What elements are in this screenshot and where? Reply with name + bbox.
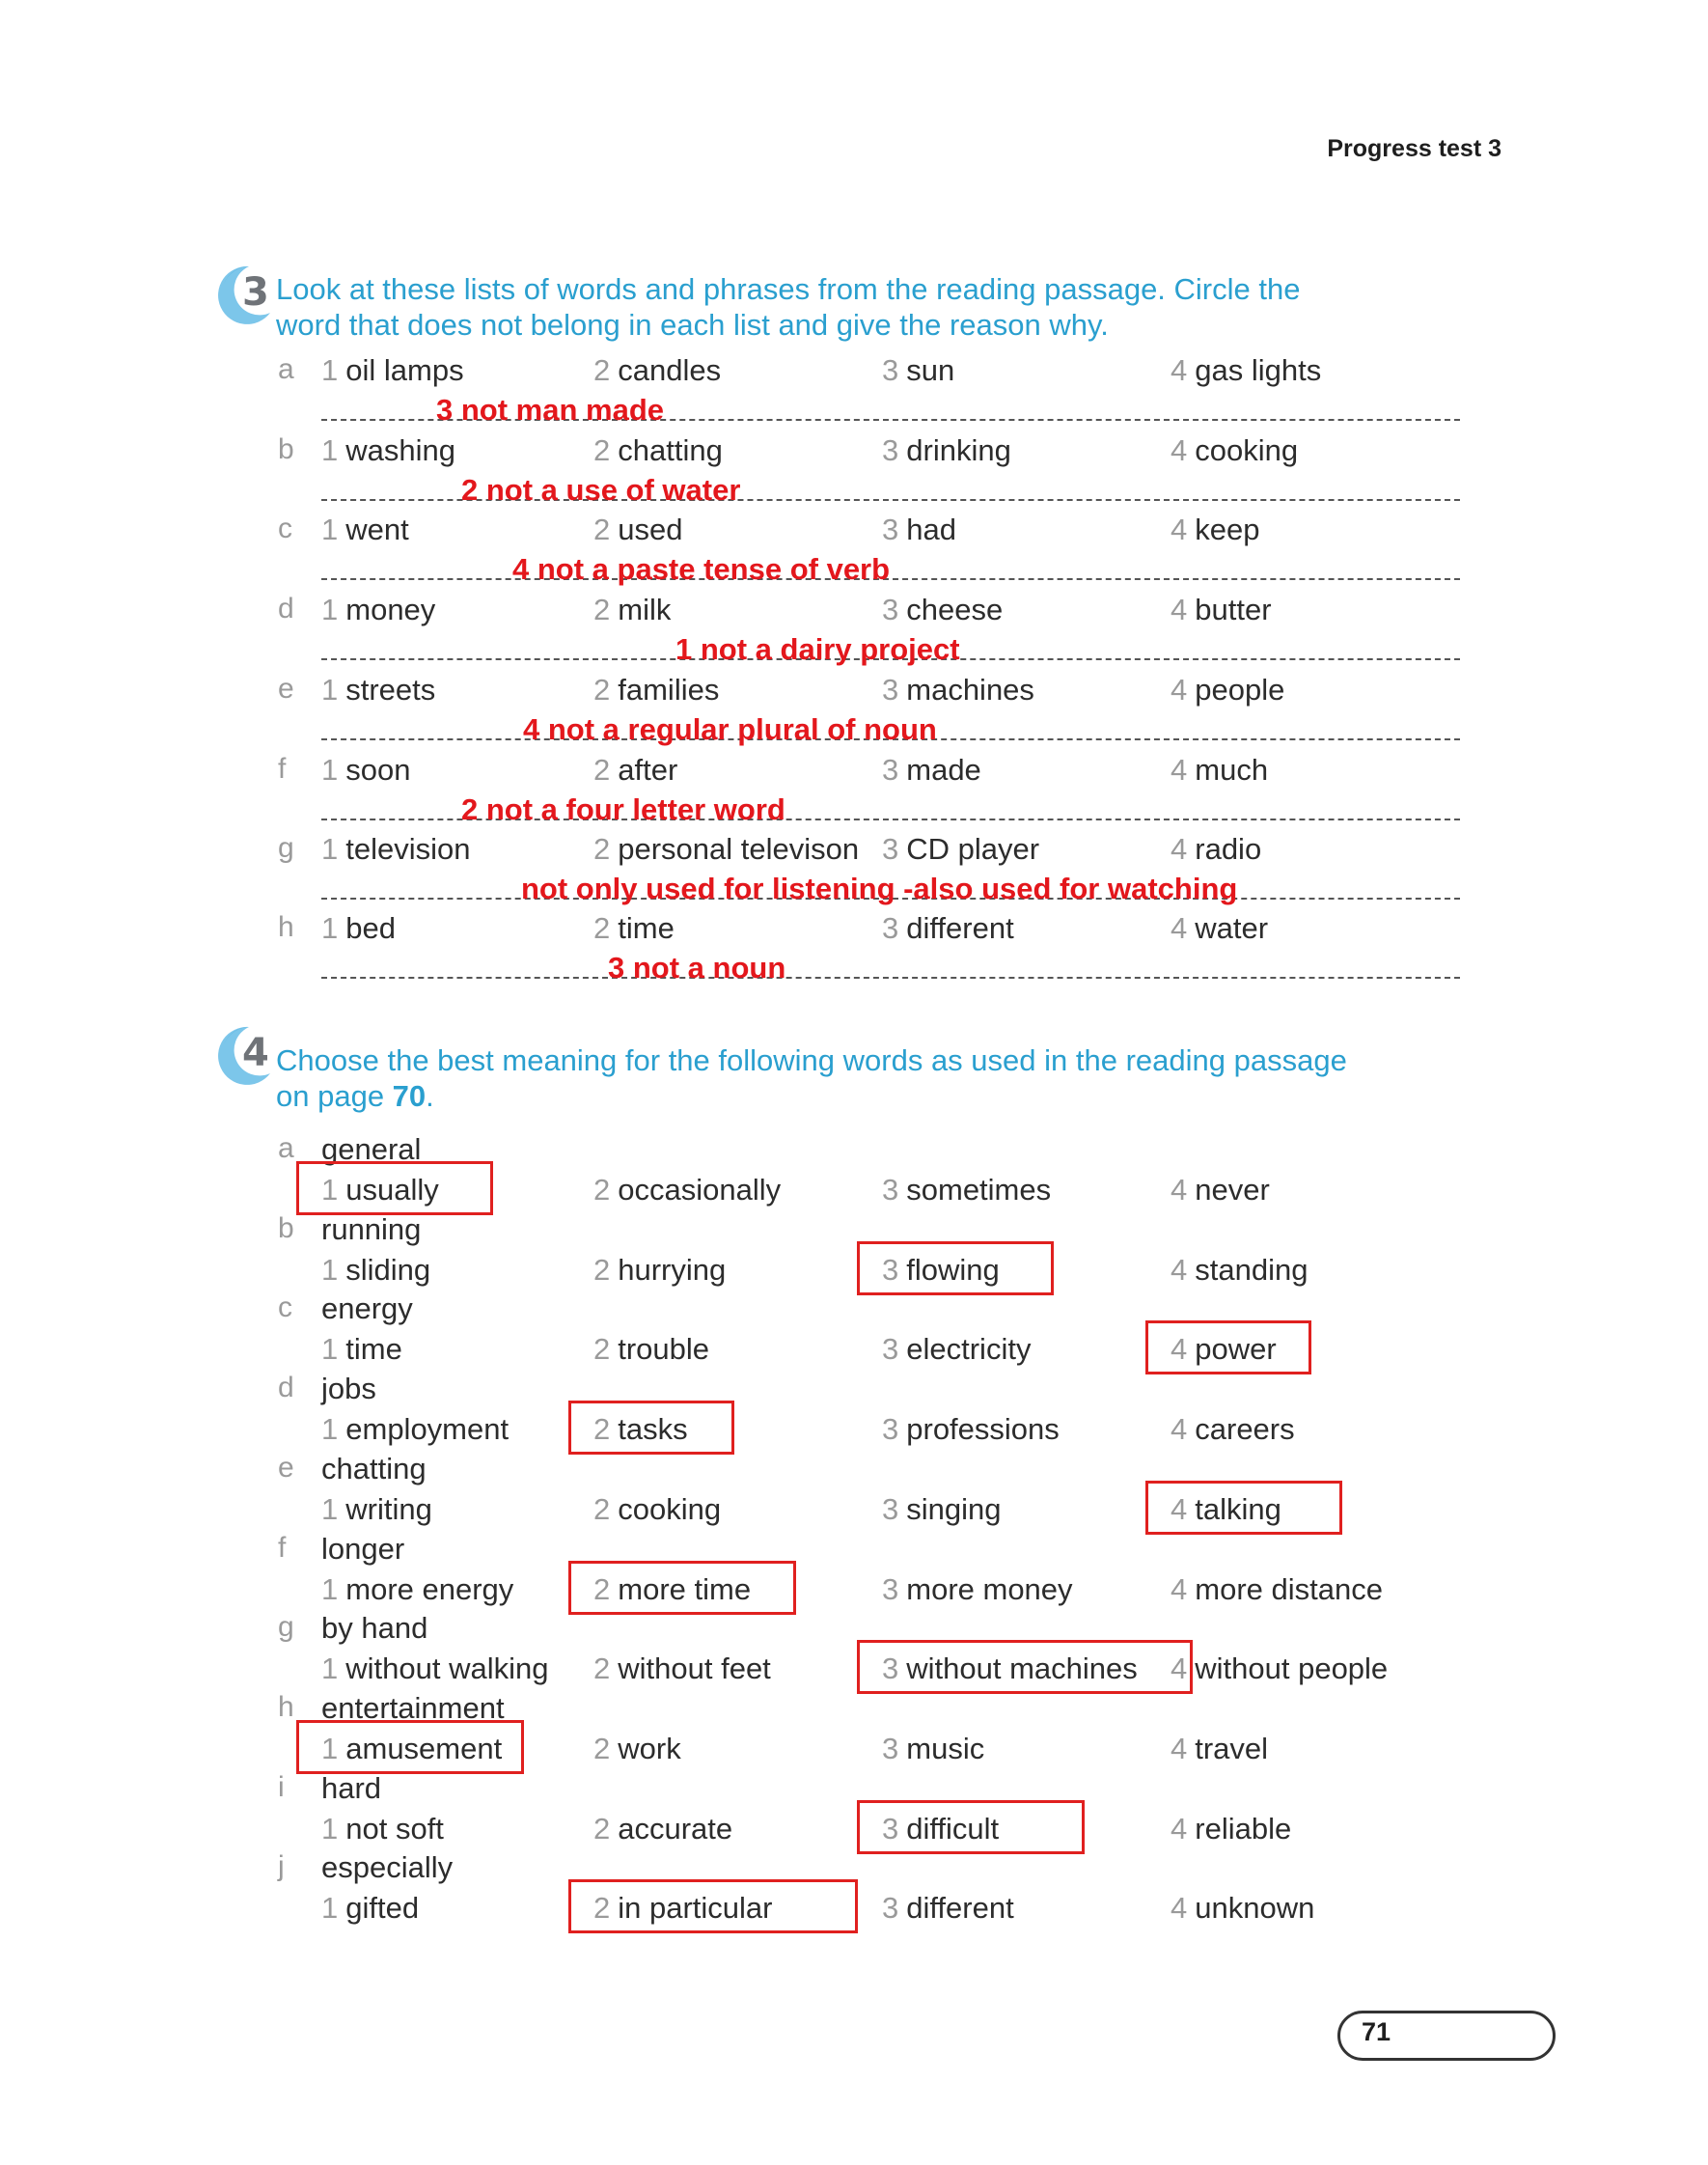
option-number: 4 xyxy=(1171,1253,1188,1287)
target-word: by hand xyxy=(321,1611,428,1645)
option-number: 3 xyxy=(882,1891,899,1925)
option xyxy=(321,1332,402,1367)
section-3-number: 3 xyxy=(242,270,269,315)
option-number: 1 xyxy=(321,1652,339,1685)
option-text: occasionally xyxy=(618,1173,782,1207)
option-text: unknown xyxy=(1195,1891,1315,1925)
option-number: 4 xyxy=(1171,1732,1188,1765)
option-text: cooking xyxy=(1195,433,1299,467)
option xyxy=(1171,1652,1388,1686)
option xyxy=(593,513,682,547)
option xyxy=(882,1173,1051,1207)
option-text: not soft xyxy=(345,1812,444,1846)
option-text: tasks xyxy=(618,1412,688,1446)
option-number: 2 xyxy=(593,1572,611,1606)
option xyxy=(593,911,675,946)
option-text: more energy xyxy=(345,1572,514,1606)
option xyxy=(882,353,954,388)
option-number: 1 xyxy=(321,353,339,387)
option xyxy=(1171,1732,1268,1766)
option-text: cooking xyxy=(618,1492,722,1526)
option-text: different xyxy=(906,911,1014,945)
option-number: 1 xyxy=(321,593,339,626)
item-letter: a xyxy=(278,1132,294,1164)
option-text: personal televison xyxy=(618,832,860,866)
circled-answer-mark xyxy=(568,1401,734,1455)
option xyxy=(1171,593,1272,627)
option xyxy=(1171,832,1261,867)
item-letter: h xyxy=(278,1691,294,1723)
option-number: 1 xyxy=(321,911,339,945)
option-number: 1 xyxy=(321,832,339,866)
running-header: Progress test 3 xyxy=(1327,135,1501,162)
option-number: 2 xyxy=(593,1412,611,1446)
option-number: 3 xyxy=(882,513,899,546)
option-number: 1 xyxy=(321,433,339,467)
option xyxy=(321,1253,430,1288)
option-number: 3 xyxy=(882,1572,899,1606)
option xyxy=(321,1652,548,1686)
option xyxy=(882,1332,1031,1367)
option-text: hurrying xyxy=(618,1253,727,1287)
option-text: without feet xyxy=(618,1652,771,1685)
option-text: gifted xyxy=(345,1891,420,1925)
item-letter: b xyxy=(278,1212,294,1244)
option-text: bed xyxy=(345,911,396,945)
item-letter: j xyxy=(278,1850,285,1882)
option-number: 2 xyxy=(593,353,611,387)
option-text: professions xyxy=(906,1412,1060,1446)
option-number: 3 xyxy=(882,832,899,866)
option-number: 2 xyxy=(593,753,611,787)
option-number: 2 xyxy=(593,513,611,546)
option xyxy=(321,433,455,468)
option-text: went xyxy=(345,513,409,546)
option-number: 4 xyxy=(1171,353,1188,387)
circled-answer-mark xyxy=(568,1879,858,1933)
option-number: 2 xyxy=(593,1492,611,1526)
option xyxy=(593,353,721,388)
option xyxy=(1171,353,1321,388)
option xyxy=(321,1492,432,1527)
option xyxy=(321,1572,513,1607)
option-number: 3 xyxy=(882,433,899,467)
option-number: 2 xyxy=(593,1253,611,1287)
section-3-instruction-line2: word that does not belong in each list and give the reason why. xyxy=(276,308,1109,342)
option-text: drinking xyxy=(906,433,1011,467)
section-4-instruction-line2: on page 70. xyxy=(276,1079,434,1113)
option-number: 4 xyxy=(1171,753,1188,787)
item-letter: d xyxy=(278,593,294,625)
option xyxy=(882,673,1034,708)
item-letter: d xyxy=(278,1372,294,1403)
option xyxy=(1171,513,1259,547)
section-3-instruction-line1: Look at these lists of words and phrases from the reading passage. Circle the xyxy=(276,272,1301,306)
option-text: made xyxy=(906,753,981,787)
option xyxy=(593,1253,726,1288)
option-text: had xyxy=(906,513,956,546)
handwritten-answer: 1 not a dairy project xyxy=(675,632,960,666)
option xyxy=(882,593,1003,627)
option-text: television xyxy=(345,832,471,866)
option xyxy=(1171,1812,1291,1846)
option-number: 3 xyxy=(882,353,899,387)
option xyxy=(593,593,671,627)
option-number: 2 xyxy=(593,673,611,707)
circled-answer-mark xyxy=(857,1640,1193,1694)
option-text: much xyxy=(1195,753,1269,787)
circled-answer-mark xyxy=(296,1161,493,1215)
option xyxy=(1171,1891,1314,1926)
option-number: 1 xyxy=(321,1412,339,1446)
option-text: music xyxy=(906,1732,985,1765)
option-text: electricity xyxy=(906,1332,1032,1366)
option-number: 1 xyxy=(321,1891,339,1925)
circled-answer-mark xyxy=(1145,1320,1311,1374)
option xyxy=(593,1732,681,1766)
option-text: milk xyxy=(618,593,672,626)
option-number: 3 xyxy=(882,593,899,626)
option xyxy=(321,513,409,547)
option-number: 2 xyxy=(593,1812,611,1846)
option-text: reliable xyxy=(1195,1812,1292,1846)
option-text: travel xyxy=(1195,1732,1269,1765)
option-text: more time xyxy=(618,1572,752,1606)
option xyxy=(1171,753,1268,788)
item-letter: c xyxy=(278,513,292,544)
circled-answer-mark xyxy=(857,1800,1085,1854)
handwritten-answer: not only used for listening -also used for watching xyxy=(521,872,1238,905)
section-3-badge xyxy=(210,263,274,326)
option xyxy=(1171,1173,1270,1207)
option-number: 1 xyxy=(321,673,339,707)
option-text: in particular xyxy=(618,1891,773,1925)
option-number: 1 xyxy=(321,1253,339,1287)
item-letter: i xyxy=(278,1771,285,1803)
option xyxy=(593,1492,721,1527)
option-text: without people xyxy=(1195,1652,1389,1685)
target-word: especially xyxy=(321,1850,454,1884)
item-letter: f xyxy=(278,1532,287,1564)
option xyxy=(593,1652,771,1686)
option-text: used xyxy=(618,513,683,546)
option-text: soon xyxy=(345,753,411,787)
item-letter: b xyxy=(278,433,294,465)
option xyxy=(882,513,956,547)
item-letter: e xyxy=(278,1452,294,1484)
option-number: 2 xyxy=(593,1732,611,1765)
option-text: power xyxy=(1195,1332,1277,1366)
option xyxy=(882,1492,1002,1527)
option-number: 3 xyxy=(882,1332,899,1366)
option-text: time xyxy=(345,1332,402,1366)
item-letter: h xyxy=(278,911,294,943)
target-word: running xyxy=(321,1212,422,1246)
option xyxy=(321,593,435,627)
answer-line xyxy=(321,977,1460,979)
option-text: gas lights xyxy=(1195,353,1322,387)
option-number: 3 xyxy=(882,1253,899,1287)
option-text: employment xyxy=(345,1412,510,1446)
option xyxy=(593,1812,732,1846)
option-number: 4 xyxy=(1171,1492,1188,1526)
option xyxy=(882,1891,1014,1926)
option-text: CD player xyxy=(906,832,1040,866)
option-number: 3 xyxy=(882,753,899,787)
section-4-badge xyxy=(210,1023,274,1087)
option-number: 1 xyxy=(321,1332,339,1366)
target-word: hard xyxy=(321,1771,382,1805)
option-number: 3 xyxy=(882,1173,899,1207)
target-word: chatting xyxy=(321,1452,427,1485)
item-letter: a xyxy=(278,353,294,385)
option-number: 2 xyxy=(593,911,611,945)
option-text: people xyxy=(1195,673,1285,707)
option-text: writing xyxy=(345,1492,432,1526)
option-text: butter xyxy=(1195,593,1272,626)
option-text: difficult xyxy=(906,1812,1000,1846)
option-text: accurate xyxy=(618,1812,733,1846)
option xyxy=(1171,911,1268,946)
option-number: 4 xyxy=(1171,513,1188,546)
option-number: 4 xyxy=(1171,1332,1188,1366)
option-number: 2 xyxy=(593,832,611,866)
handwritten-answer: 3 not man made xyxy=(436,393,664,427)
option-number: 1 xyxy=(321,1173,339,1207)
option xyxy=(593,673,719,708)
section-4-instruction-line1: Choose the best meaning for the following words as used in the reading passage xyxy=(276,1043,1347,1077)
circled-answer-mark xyxy=(296,1720,524,1774)
option-text: cheese xyxy=(906,593,1004,626)
item-letter: g xyxy=(278,832,294,864)
option-text: chatting xyxy=(618,433,723,467)
page-reference: 70 xyxy=(392,1079,427,1113)
option-number: 1 xyxy=(321,1572,339,1606)
handwritten-answer: 4 not a regular plural of noun xyxy=(523,712,937,746)
option-text: radio xyxy=(1195,832,1262,866)
option-text: more money xyxy=(906,1572,1073,1606)
option-number: 2 xyxy=(593,593,611,626)
option xyxy=(593,753,677,788)
option xyxy=(882,1732,984,1766)
option-text: careers xyxy=(1195,1412,1295,1446)
option-text: more distance xyxy=(1195,1572,1383,1606)
option-text: sun xyxy=(906,353,955,387)
handwritten-answer: 2 not a use of water xyxy=(461,473,741,507)
option-text: machines xyxy=(906,673,1034,707)
option-number: 2 xyxy=(593,1173,611,1207)
option xyxy=(882,832,1039,867)
option-number: 4 xyxy=(1171,1652,1188,1685)
option-text: usually xyxy=(345,1173,439,1207)
target-word: jobs xyxy=(321,1372,376,1405)
option xyxy=(882,1572,1073,1607)
option-text: candles xyxy=(618,353,722,387)
option xyxy=(593,1173,781,1207)
circled-answer-mark xyxy=(568,1561,796,1615)
option-number: 2 xyxy=(593,1652,611,1685)
option-text: sliding xyxy=(345,1253,431,1287)
option-number: 3 xyxy=(882,1732,899,1765)
option-number: 3 xyxy=(882,911,899,945)
option xyxy=(593,433,723,468)
option-number: 3 xyxy=(882,1812,899,1846)
option xyxy=(1171,1572,1383,1607)
option-text: standing xyxy=(1195,1253,1309,1287)
option-text: washing xyxy=(345,433,455,467)
option-number: 1 xyxy=(321,1492,339,1526)
option xyxy=(1171,433,1298,468)
option-number: 3 xyxy=(882,1492,899,1526)
option-number: 3 xyxy=(882,673,899,707)
option-text: time xyxy=(618,911,675,945)
option-number: 1 xyxy=(321,753,339,787)
item-letter: e xyxy=(278,673,294,705)
target-word: general xyxy=(321,1132,422,1166)
option-number: 4 xyxy=(1171,673,1188,707)
option xyxy=(882,753,981,788)
circled-answer-mark xyxy=(1145,1481,1342,1535)
option-number: 4 xyxy=(1171,1572,1188,1606)
option-text: without walking xyxy=(345,1652,549,1685)
option-text: work xyxy=(618,1732,681,1765)
option xyxy=(321,673,435,708)
option-number: 4 xyxy=(1171,911,1188,945)
option xyxy=(882,1412,1060,1447)
option-text: keep xyxy=(1195,513,1260,546)
option-text: different xyxy=(906,1891,1014,1925)
option xyxy=(321,1812,444,1846)
option-number: 1 xyxy=(321,1812,339,1846)
section-4-instruction xyxy=(276,1042,1473,1114)
option-number: 2 xyxy=(593,433,611,467)
circled-answer-mark xyxy=(857,1241,1054,1295)
option-number: 2 xyxy=(593,1891,611,1925)
item-letter: f xyxy=(278,753,287,785)
section-3-instruction xyxy=(276,271,1473,343)
page-number: 71 xyxy=(1362,2017,1391,2046)
option-text: sometimes xyxy=(906,1173,1052,1207)
handwritten-answer: 4 not a paste tense of verb xyxy=(512,552,891,586)
item-letter: c xyxy=(278,1291,292,1323)
option xyxy=(321,1412,509,1447)
option-number: 4 xyxy=(1171,433,1188,467)
option-text: singing xyxy=(906,1492,1002,1526)
option xyxy=(593,832,859,867)
section-4-number: 4 xyxy=(242,1031,269,1075)
option xyxy=(1171,673,1284,708)
option-number: 4 xyxy=(1171,1812,1188,1846)
option-number: 3 xyxy=(882,1412,899,1446)
option-number: 4 xyxy=(1171,1412,1188,1446)
option xyxy=(321,753,410,788)
option-text: streets xyxy=(345,673,436,707)
option xyxy=(1171,1253,1308,1288)
option-text: after xyxy=(618,753,678,787)
handwritten-answer: 3 not a noun xyxy=(608,951,786,985)
option xyxy=(1171,1412,1295,1447)
option xyxy=(321,832,471,867)
option xyxy=(321,911,396,946)
handwritten-answer: 2 not a four letter word xyxy=(461,792,785,826)
option-number: 2 xyxy=(593,1332,611,1366)
option-text: families xyxy=(618,673,720,707)
option-text: amusement xyxy=(345,1732,503,1765)
option-text: money xyxy=(345,593,436,626)
answer-line xyxy=(321,578,1460,580)
option-number: 3 xyxy=(882,1652,899,1685)
option xyxy=(321,353,464,388)
option-text: oil lamps xyxy=(345,353,464,387)
target-word: energy xyxy=(321,1291,413,1325)
option xyxy=(321,1891,419,1926)
option-text: water xyxy=(1195,911,1269,945)
option-number: 4 xyxy=(1171,1891,1188,1925)
option xyxy=(882,433,1011,468)
option-text: talking xyxy=(1195,1492,1281,1526)
option-text: never xyxy=(1195,1173,1270,1207)
option-number: 1 xyxy=(321,1732,339,1765)
option-text: without machines xyxy=(906,1652,1138,1685)
option-number: 4 xyxy=(1171,832,1188,866)
option-text: trouble xyxy=(618,1332,710,1366)
option-number: 4 xyxy=(1171,593,1188,626)
option-number: 4 xyxy=(1171,1173,1188,1207)
item-letter: g xyxy=(278,1611,294,1643)
option xyxy=(593,1332,709,1367)
option-text: flowing xyxy=(906,1253,1000,1287)
option xyxy=(882,911,1014,946)
target-word: entertainment xyxy=(321,1691,505,1725)
option-number: 1 xyxy=(321,513,339,546)
target-word: longer xyxy=(321,1532,405,1566)
